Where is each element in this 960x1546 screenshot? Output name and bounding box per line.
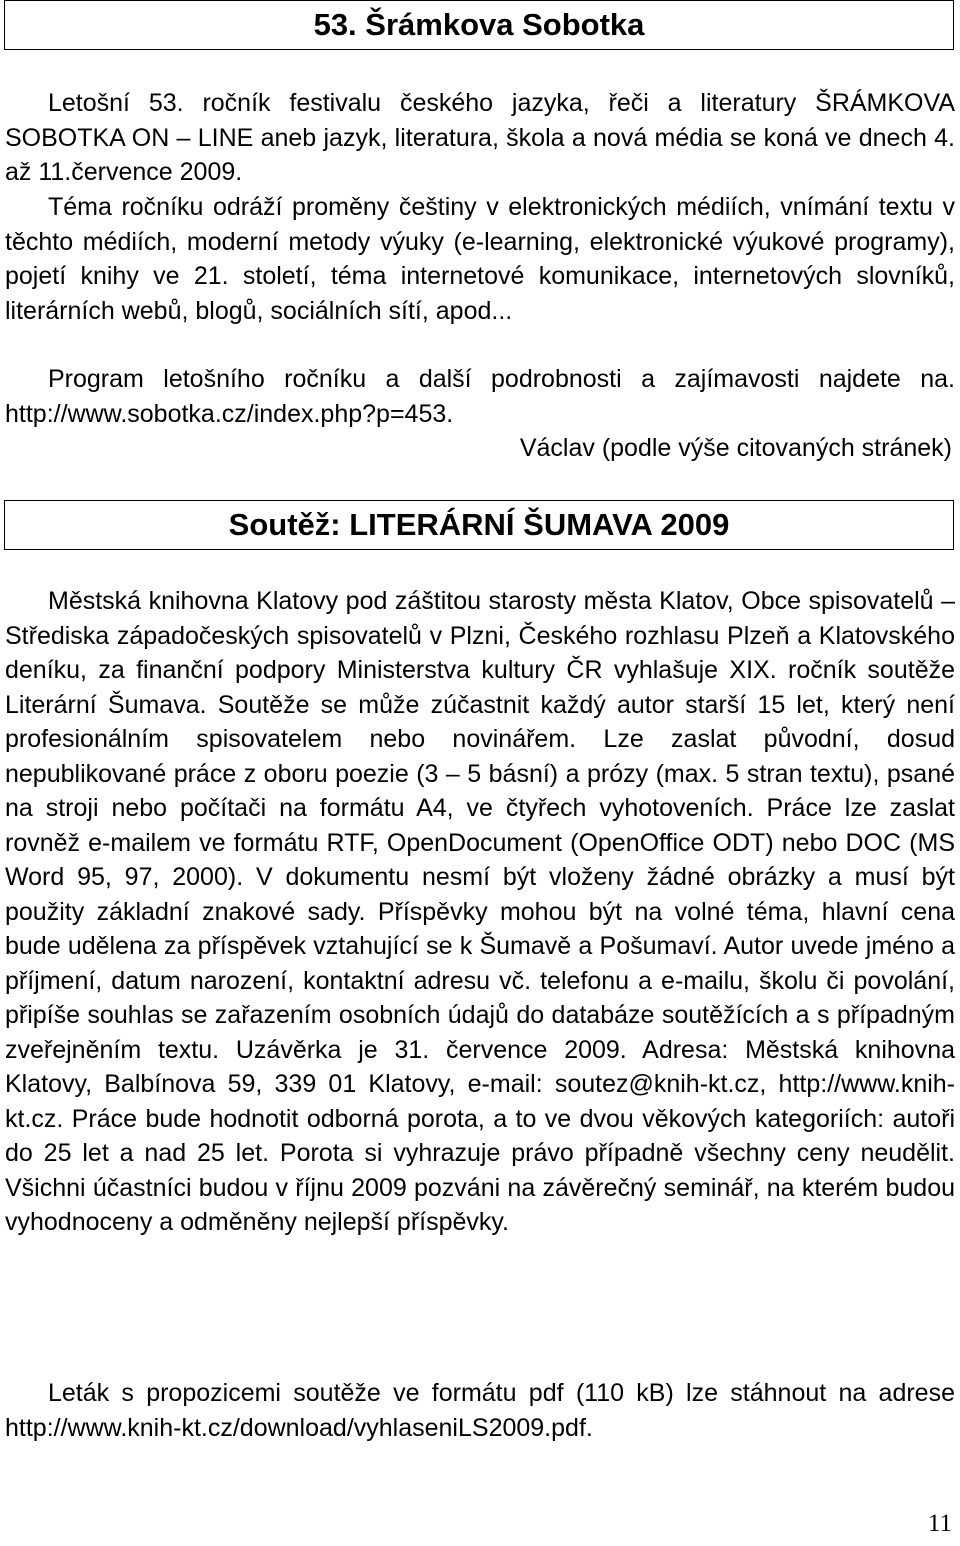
page-number: 11	[927, 1510, 952, 1537]
festival-program-paragraph: Program letošního ročníku a další podrobnosti a zajímavosti najdete na. http://www.sobotka.cz/index.php?p=453.	[5, 365, 955, 428]
contest-body-paragraph: Městská knihovna Klatovy pod záštitou starosty města Klatov, Obce spisovatelů – Střediska západočeských spisovatelů v Plzni, Českého rozhlasu Plzeň a Klatovského deníku, za finanční podpory Ministerstva kultury ČR vyhlašuje XIX. ročník soutěže Literární Šumava. Soutěže se může zúčastnit každý autor starší 15 let, který není profesionálním spisovatelem nebo novinářem. Lze zaslat původní, dosud nepublikované práce z oboru poezie (3 – 5 básní) a prózy (max. 5 stran textu), psané na stroji nebo počítači na formátu A4, ve čtyřech vyhotoveních. Práce lze zaslat rovněž e-mailem ve formátu RTF, OpenDocument (OpenOffice ODT) nebo DOC (MS Word 95, 97, 2000). V dokumentu nesmí být vloženy žádné obrázky a musí být použity základní znakové sady. Příspěvky mohou být na volné téma, hlavní cena bude udělena za příspěvek vztahující se k Šumavě a Pošumaví. Autor uvede jméno a příjmení, datum narození, kontaktní adresu vč. telefonu a e-mailu, školu či povolání, připíše souhlas se zařazením osobních údajů do databáze soutěžících a s případným zveřejněním textu. Uzávěrka je 31. července 2009. Adresa: Městská knihovna Klatovy, Balbínova 59, 339 01 Klatovy, e-mail: soutez@knih-kt.cz, http://www.knih-kt.cz. Práce bude hodnotit odborná porota, a to ve dvou věkových kategoriích: autoři do 25 let a nad 25 let. Porota si vyhrazuje právo případně všechny ceny neudělit. Všichni účastníci budou v říjnu 2009 pozváni na závěrečný seminář, na kterém budou vyhodnoceny a odměněny nejlepší příspěvky.	[5, 587, 955, 1236]
contest-title: Soutěž: LITERÁRNÍ ŠUMAVA 2009	[4, 500, 954, 550]
festival-intro-paragraph: Letošní 53. ročník festivalu českého jazyka, řeči a literatury ŠRÁMKOVA SOBOTKA ON – LINE aneb jazyk, literatura, škola a nová média se koná ve dnech 4. až 11.července 2009.	[5, 89, 955, 186]
festival-theme-paragraph: Téma ročníku odráží proměny češtiny v elektronických médiích, vnímání textu v těchto médiích, moderní metody výuky (e-learning, elektronické výukové programy), pojetí knihy ve 21. století, téma internetové komunikace, internetových slovníků, literárních webů, blogů, sociálních sítí, apod...	[5, 193, 955, 325]
author-signature: Václav (podle výše citovaných stránek)	[519, 434, 952, 462]
section-title: 53. Šrámkova Sobotka	[4, 0, 954, 50]
contest-leaflet-paragraph: Leták s propozicemi soutěže ve formátu pdf (110 kB) lze stáhnout na adrese http://www.knih-kt.cz/download/vyhlaseniLS2009.pdf.	[5, 1379, 955, 1442]
